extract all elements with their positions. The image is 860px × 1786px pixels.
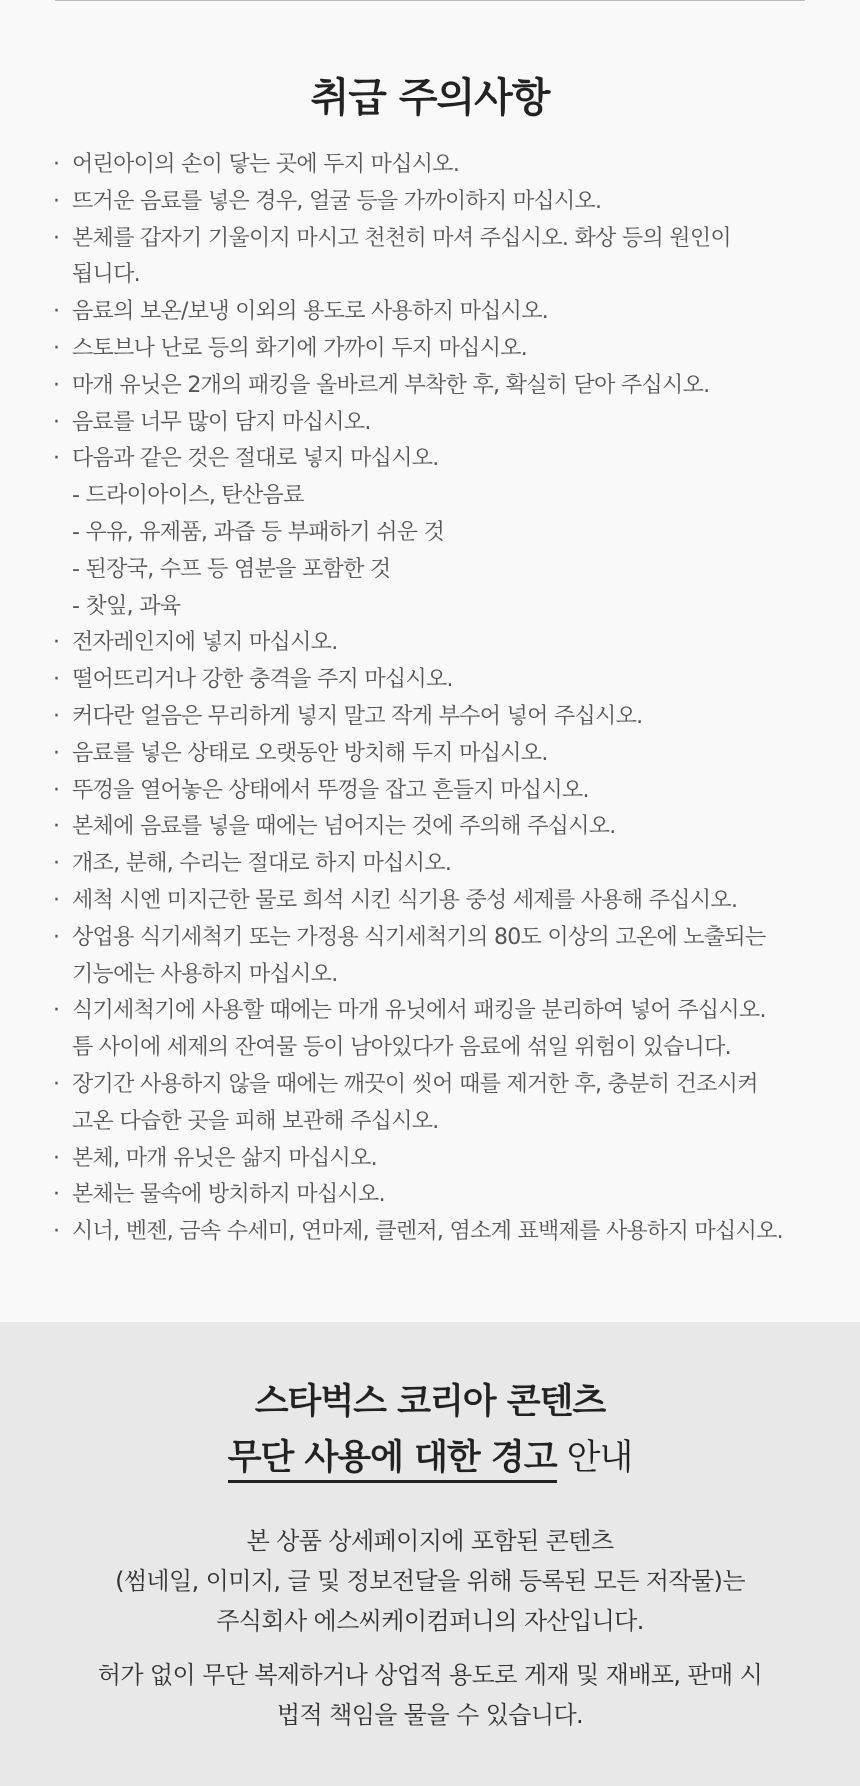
caution-list-item [48,736,848,773]
caution-list-item [48,1141,848,1178]
caution-item-text: 본체, 마개 유닛은 삶지 마십시오. [72,1145,377,1171]
caution-list-item [48,699,848,736]
caution-item-text: 본체에 음료를 넣을 때에는 넘어지는 것에 주의해 주십시오. [72,814,616,840]
bullet-dot: · [53,630,60,656]
caution-list-item [48,846,848,883]
caution-item-text: 음료를 넣은 상태로 오랫동안 방치해 두지 마십시오. [72,740,548,766]
caution-item-text: 틈 사이에 세제의 잔여물 등이 남아있다가 음료에 섞일 위험이 있습니다. [72,1035,731,1061]
bullet-dot: · [53,225,60,251]
caution-item-text: 뜨거운 음료를 넣은 경우, 얼굴 등을 가까이하지 마십시오. [72,188,602,214]
caution-item-text: 시너, 벤젠, 금속 수세미, 연마제, 클렌저, 염소계 표백제를 사용하지 마십시오. [72,1219,783,1245]
caution-item-text: 다음과 같은 것은 절대로 넣지 마십시오. [72,446,439,472]
caution-list-item [48,221,848,295]
warning-title-line2 [0,1430,860,1486]
caution-item-text: - 드라이아이스, 탄산음료 [72,483,304,509]
caution-item-text: - 우유, 유제품, 과즙 등 부패하기 쉬운 것 [72,519,445,545]
caution-list-item [48,331,848,368]
warning-text-line: (썸네일, 이미지, 글 및 정보전달을 위해 등록된 모든 저작물)는 [115,1567,745,1595]
caution-item-text: - 찻잎, 과육 [72,593,181,619]
caution-list-item [48,920,848,994]
caution-item-text: 개조, 분해, 수리는 절대로 하지 마십시오. [72,851,452,877]
bullet-dot: · [53,1219,60,1245]
caution-item-text: 뚜껑을 열어놓은 상태에서 뚜껑을 잡고 흔들지 마십시오. [72,777,589,803]
caution-list-item [48,184,848,221]
bullet-dot: · [53,814,60,840]
caution-list-item [48,294,848,331]
caution-title: 취급 주의사항 [310,75,550,121]
caution-item-text: 고온 다습한 곳을 피해 보관해 주십시오. [72,1108,439,1134]
caution-list-item [48,368,848,405]
bullet-dot: · [53,1145,60,1171]
caution-list-item [48,773,848,810]
bullet-dot: · [53,409,60,435]
caution-list-item [48,147,848,184]
caution-item-text: 본체를 갑자기 기울이지 마시고 천천히 마셔 주십시오. 화상 등의 원인이 [72,225,731,251]
caution-item-text: 됩니다. [72,262,140,288]
copyright-warning-section [0,1322,860,1786]
caution-list-item [48,993,848,1067]
caution-list-item [48,662,848,699]
bullet-dot: · [53,372,60,398]
warning-body [0,1521,860,1735]
warning-paragraph-2 [0,1655,860,1735]
bullet-dot: · [53,740,60,766]
warning-title-underlined: 무단 사용에 대한 경고 [228,1438,557,1483]
caution-item-text: 세척 시엔 미지근한 물로 희석 시킨 식기용 중성 세제를 사용해 주십시오. [72,887,738,913]
caution-item-text: 마개 유닛은 2개의 패킹을 올바르게 부착한 후, 확실히 닫아 주십시오. [72,372,710,398]
bullet-dot: · [53,703,60,729]
caution-item-text: 음료의 보온/보냉 이외의 용도로 사용하지 마십시오. [72,299,549,325]
bullet-dot: · [53,887,60,913]
bullet-dot: · [53,851,60,877]
bullet-dot: · [53,299,60,325]
top-divider [55,0,805,1]
warning-title-line1: 스타벅스 코리아 콘텐츠 [254,1382,606,1422]
caution-item-text: 음료를 너무 많이 담지 마십시오. [72,409,371,435]
caution-list-item [48,1177,848,1214]
caution-list-item [48,405,848,442]
caution-list-item [48,809,848,846]
warning-title [0,1374,860,1486]
bullet-dot: · [53,777,60,803]
caution-item-text: - 된장국, 수프 등 염분을 포함한 것 [72,556,391,582]
warning-text-line: 주식회사 에스씨케이컴퍼니의 자산입니다. [216,1607,644,1635]
bullet-dot: · [53,335,60,361]
caution-list-item [48,441,848,625]
bullet-dot: · [53,152,60,177]
caution-item-text: 커다란 얼음은 무리하게 넣지 말고 작게 부수어 넣어 주십시오. [72,703,643,729]
bullet-dot: · [53,667,60,693]
bullet-dot: · [53,924,60,950]
caution-list-item [48,625,848,662]
warning-paragraph-1 [0,1521,860,1641]
caution-list [48,147,848,1251]
caution-item-text: 본체는 물속에 방치하지 마십시오. [72,1182,385,1208]
caution-item-text: 장기간 사용하지 않을 때에는 깨끗이 씻어 때를 제거한 후, 충분히 건조시켜 [72,1071,758,1097]
caution-item-text: 어린아이의 손이 닿는 곳에 두지 마십시오. [72,152,460,177]
caution-item-text: 상업용 식기세척기 또는 가정용 식기세척기의 80도 이상의 고온에 노출되는 [72,924,766,950]
bullet-dot: · [53,446,60,472]
caution-item-text: 전자레인지에 넣지 마십시오. [72,630,338,656]
bullet-dot: · [53,1071,60,1097]
caution-item-text: 스토브나 난로 등의 화기에 가까이 두지 마십시오. [72,335,528,361]
warning-text-line: 법적 책임을 물을 수 있습니다. [276,1701,584,1729]
caution-item-text: 식기세척기에 사용할 때에는 마개 유닛에서 패킹을 분리하여 넣어 주십시오. [72,998,766,1024]
warning-title-suffix: 안내 [556,1438,633,1478]
bullet-dot: · [53,1182,60,1208]
warning-text-line: 본 상품 상세페이지에 포함된 콘텐츠 [246,1527,614,1555]
caution-item-text: 떨어뜨리거나 강한 충격을 주지 마십시오. [72,667,453,693]
warning-text-line: 허가 없이 무단 복제하거나 상업적 용도로 게재 및 재배포, 판매 시 [97,1661,763,1689]
caution-list-item [48,1214,848,1251]
bullet-dot: · [53,188,60,214]
caution-list-item [48,1067,848,1141]
bullet-dot: · [53,998,60,1024]
caution-list-item [48,883,848,920]
caution-item-text: 기능에는 사용하지 마십시오. [72,961,338,987]
